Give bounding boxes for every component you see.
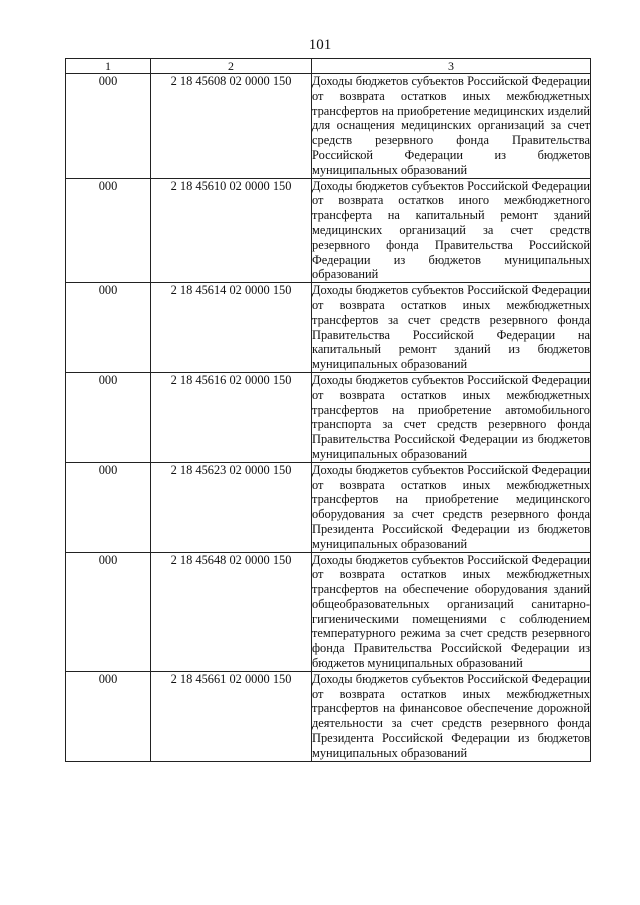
budget-codes-table bbox=[65, 58, 591, 762]
budget-classification-code-cell: 2 18 45616 02 0000 150 bbox=[151, 372, 312, 462]
admin-code-cell: 000 bbox=[66, 74, 151, 179]
table-header-row bbox=[66, 59, 591, 74]
table-row bbox=[66, 462, 591, 552]
income-description-cell: Доходы бюджетов субъектов Российской Федерации от возврата остатков иных межбюджетных трансфертов на приобретение медицинского оборудования за счет средств резервного фонда Президента Российской Федерации из бюджетов муниципальных образований bbox=[312, 462, 590, 551]
column-header: 2 bbox=[151, 59, 312, 74]
income-description-cell: Доходы бюджетов субъектов Российской Федерации от возврата остатков иных межбюджетных трансфертов на приобретение медицинских изделий для оснащения медицинских организаций за счет средств резервного фонда Правительства Российской Федерации из бюджетов муниципальных образований bbox=[312, 74, 590, 177]
admin-code-cell: 000 bbox=[66, 552, 151, 671]
table-row bbox=[66, 552, 591, 671]
admin-code-cell: 000 bbox=[66, 372, 151, 462]
budget-classification-code-cell: 2 18 45623 02 0000 150 bbox=[151, 462, 312, 552]
table-row bbox=[66, 372, 591, 462]
income-description-cell: Доходы бюджетов субъектов Российской Федерации от возврата остатков иных межбюджетных трансфертов на обеспечение оборудования зданий общеобразовательных организаций санитарно-гигиеническими помещениями с соблюдением температурного режима за счет средств резервного фонда Правительства Российской Федерации из бюджетов муниципальных образований bbox=[312, 552, 590, 671]
budget-classification-code-cell: 2 18 45610 02 0000 150 bbox=[151, 178, 312, 283]
table-row bbox=[66, 283, 591, 373]
table-row bbox=[66, 178, 591, 283]
income-description-cell: Доходы бюджетов субъектов Российской Федерации от возврата остатков иного межбюджетного трансферта на капитальный ремонт зданий медицинских организаций за счет средств резервного фонда Правительства Российской Федерации из бюджетов муниципальных образований bbox=[312, 178, 590, 282]
budget-classification-code-cell: 2 18 45608 02 0000 150 bbox=[151, 74, 312, 179]
income-description-cell: Доходы бюджетов субъектов Российской Федерации от возврата остатков иных межбюджетных трансфертов на приобретение автомобильного транспорта за счет средств резервного фонда Правительства Российской Федерации из бюджетов муниципальных образований bbox=[312, 372, 590, 461]
page-number: 101 bbox=[308, 37, 332, 53]
table-row bbox=[66, 671, 591, 761]
budget-classification-code-cell: 2 18 45614 02 0000 150 bbox=[151, 283, 312, 373]
column-header: 3 bbox=[312, 59, 591, 74]
column-header: 1 bbox=[66, 59, 151, 74]
budget-classification-code-cell: 2 18 45661 02 0000 150 bbox=[151, 671, 312, 761]
table-row bbox=[66, 74, 591, 179]
admin-code-cell: 000 bbox=[66, 462, 151, 552]
budget-classification-code-cell: 2 18 45648 02 0000 150 bbox=[151, 552, 312, 671]
income-description-cell: Доходы бюджетов субъектов Российской Федерации от возврата остатков иных межбюджетных трансфертов на финансовое обеспечение дорожной деятельности за счет средств резервного фонда Президента Российской Федерации из бюджетов муниципальных образований bbox=[312, 671, 590, 760]
admin-code-cell: 000 bbox=[66, 671, 151, 761]
income-description-cell: Доходы бюджетов субъектов Российской Федерации от возврата остатков иных межбюджетных трансфертов за счет средств резервного фонда Правительства Российской Федерации на капитальный ремонт зданий из бюджетов муниципальных образований bbox=[312, 283, 590, 372]
admin-code-cell: 000 bbox=[66, 178, 151, 283]
admin-code-cell: 000 bbox=[66, 283, 151, 373]
